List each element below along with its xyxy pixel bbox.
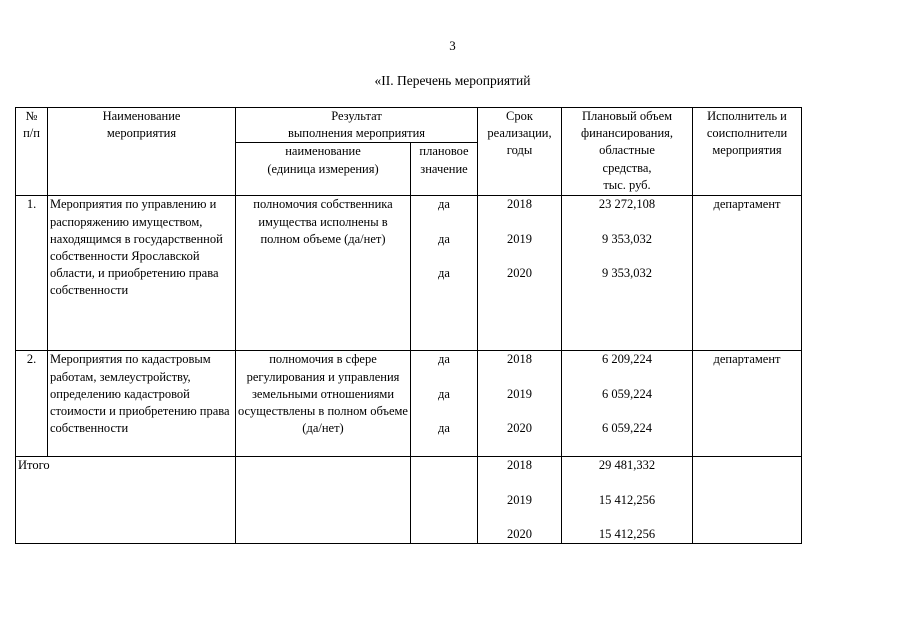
amounts: [562, 351, 693, 457]
header-result-value: плановое значение: [411, 143, 478, 196]
total-row: [16, 457, 802, 544]
cell-line: 2019: [507, 386, 533, 401]
cell-line: 2020: [507, 527, 533, 542]
header-result: Результат выполнения мероприятия: [236, 108, 478, 143]
cell-line: да: [438, 231, 450, 246]
years: [478, 196, 562, 351]
result-name: полномочия собственника имущества исполнены в полном объеме (да/нет): [236, 196, 411, 351]
header-funding: Плановый объем финансирования, областные средства, тыс. руб.: [562, 108, 693, 196]
cell-line: 2019: [507, 492, 533, 507]
cell-line: 6 059,224: [602, 421, 653, 436]
header-name: Наименование мероприятия: [48, 108, 236, 196]
header-result-name: наименование (единица измерения): [236, 143, 411, 196]
cell-line: да: [438, 197, 450, 212]
executor: департамент: [693, 196, 802, 351]
cell-line: 23 272,108: [598, 197, 656, 212]
cell-line: 29 481,332: [598, 458, 656, 473]
activity-name: Мероприятия по управлению и распоряжению имуществом, находящимся в государственной собственности Ярославской области, и приобретению права собственности: [48, 196, 236, 351]
header-row: [16, 108, 802, 143]
planned-values: [411, 196, 478, 351]
row-number: 2.: [16, 351, 48, 457]
total-amounts: [562, 457, 693, 544]
executor: департамент: [693, 351, 802, 457]
activity-name: Мероприятия по кадастровым работам, землеустройству, определению кадастровой стоимости и приобретению права собственности: [48, 351, 236, 457]
total-label: Итого: [16, 457, 236, 544]
cell-line: 15 412,256: [598, 492, 656, 507]
cell-line: 2020: [507, 266, 533, 281]
cell-line: 2018: [507, 197, 533, 212]
cell-line: 2018: [507, 458, 533, 473]
header-executor: Исполнитель и соисполнители мероприятия: [693, 108, 802, 196]
years: [478, 351, 562, 457]
total-executor-empty: [693, 457, 802, 544]
activities-table: [15, 107, 802, 544]
cell-line: да: [438, 421, 450, 436]
row-number: 1.: [16, 196, 48, 351]
amounts: [562, 196, 693, 351]
result-name: полномочия в сфере регулирования и управления земельными отношениями осуществлены в полном объеме (да/нет): [236, 351, 411, 457]
cell-line: 15 412,256: [598, 527, 656, 542]
table-row: [16, 196, 802, 351]
cell-line: 9 353,032: [602, 266, 653, 281]
total-value-empty: [411, 457, 478, 544]
header-num: № п/п: [16, 108, 48, 196]
cell-line: да: [438, 266, 450, 281]
header-term: Срок реализации, годы: [478, 108, 562, 196]
cell-line: да: [438, 352, 450, 367]
cell-line: 6 059,224: [602, 386, 653, 401]
section-title: «II. Перечень мероприятий: [374, 73, 531, 88]
cell-line: 6 209,224: [602, 352, 653, 367]
total-result-empty: [236, 457, 411, 544]
cell-line: 2018: [507, 352, 533, 367]
cell-line: 9 353,032: [602, 231, 653, 246]
cell-line: да: [438, 386, 450, 401]
cell-line: 2019: [507, 231, 533, 246]
page-number: 3: [449, 38, 456, 53]
total-years: [478, 457, 562, 544]
cell-line: 2020: [507, 421, 533, 436]
planned-values: [411, 351, 478, 457]
table-row: [16, 351, 802, 457]
